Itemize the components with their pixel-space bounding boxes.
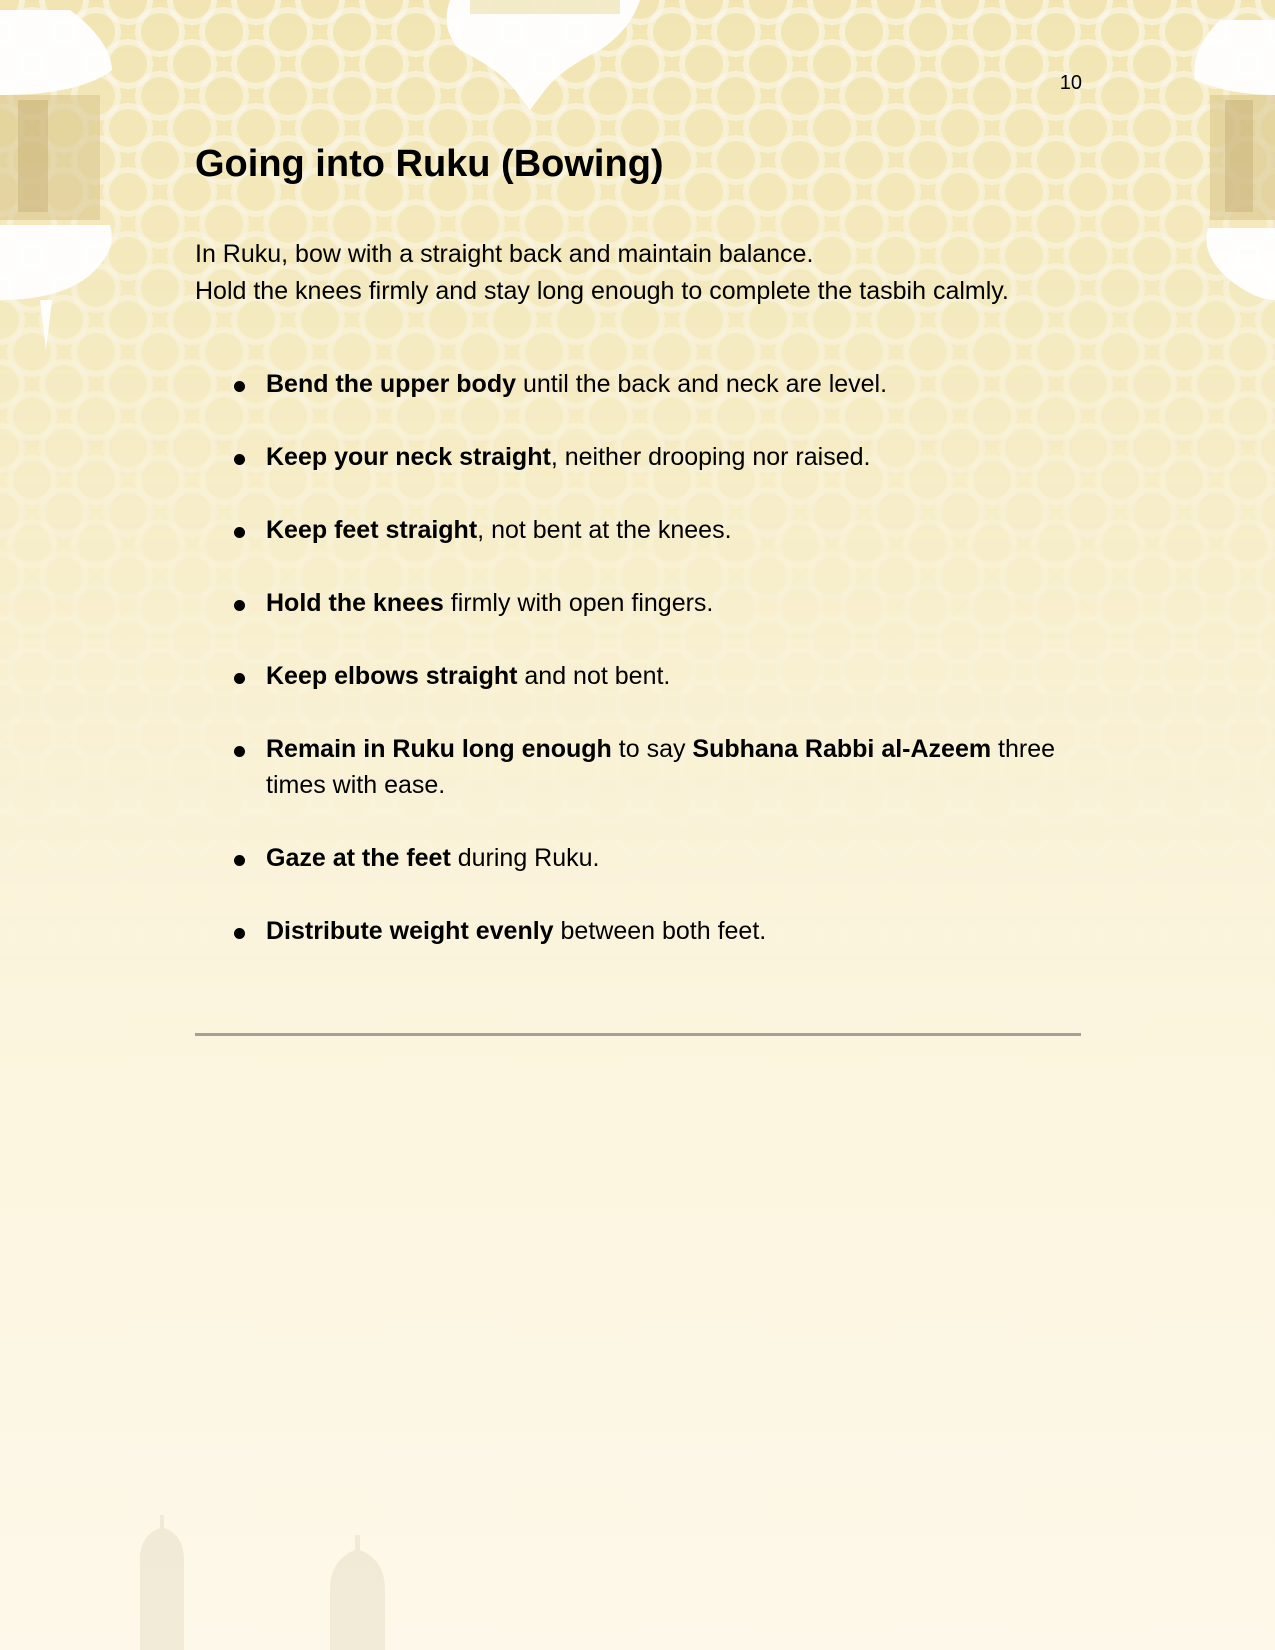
list-item [195,585,1095,621]
bullet-text: to say [611,735,693,763]
bullet-bold-text: Keep feet straight [266,516,478,544]
bullet-bold-text: Gaze at the feet [266,844,451,872]
bullet-text: three times with ease. [266,735,1056,799]
bullet-dot-icon [234,855,245,866]
instruction-list [195,366,1095,986]
bullet-dot-icon [234,454,245,465]
list-item [195,913,1095,949]
intro-line: Hold the knees firmly and stay long enough to complete the tasbih calmly. [195,276,1009,305]
bullet-dot-icon [234,600,245,611]
bullet-bold-text: Distribute weight evenly [266,917,554,945]
list-item [195,658,1095,694]
bullet-text: firmly with open fingers. [443,589,714,617]
intro-paragraph [195,236,1065,309]
bullet-bold-text: Bend the upper body [266,370,516,398]
bullet-dot-icon [234,527,245,538]
bullet-bold-text: Keep elbows straight [266,662,518,690]
bullet-text: during Ruku. [450,844,600,872]
intro-line: In Ruku, bow with a straight back and maintain balance. [195,240,814,268]
bullet-bold-text: Keep your neck straight [266,443,551,471]
bullet-bold-text: Remain in Ruku long enough [266,735,612,763]
bullet-dot-icon [234,381,245,392]
list-item [195,366,1095,402]
list-item [195,731,1095,803]
bullet-text: until the back and neck are level. [516,370,888,398]
bullet-text: and not bent. [517,662,671,690]
bullet-bold-text: Hold the knees [266,589,444,617]
bullet-bold-text: Subhana Rabbi al-Azeem [692,735,992,763]
list-item [195,840,1095,876]
list-item [195,512,1095,548]
bullet-text: , neither drooping nor raised. [550,443,871,471]
bullet-dot-icon [234,673,245,684]
bullet-dot-icon [234,746,245,757]
bullet-text: , not bent at the knees. [477,516,732,544]
page-number: 10 [1059,72,1082,94]
page-title: Going into Ruku (Bowing) [195,143,664,185]
list-item [195,439,1095,475]
bullet-text: between both feet. [553,917,767,945]
horizontal-divider [195,1033,1081,1036]
bullet-dot-icon [234,928,245,939]
